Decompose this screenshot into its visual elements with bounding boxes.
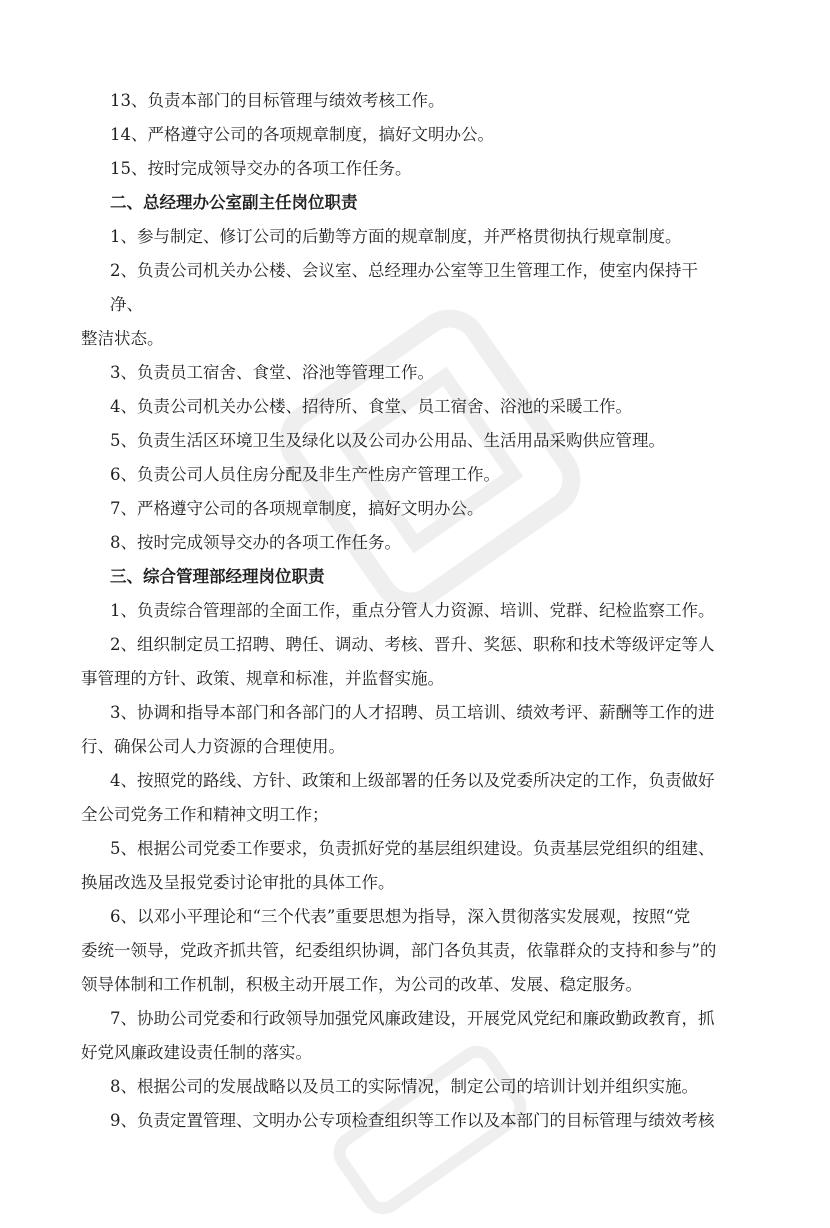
list-item: 4、负责公司机关办公楼、招待所、食堂、员工宿舍、浴池的采暖工作。	[110, 397, 632, 416]
list-item: 8、根据公司的发展战略以及员工的实际情况，制定公司的培训计划并组织实施。	[110, 1077, 698, 1096]
list-item: 7、严格遵守公司的各项规章制度，搞好文明办公。	[110, 499, 484, 518]
list-item: 5、根据公司党委工作要求，负责抓好党的基层组织建设。负责基层党组织的组建、 换届改选及呈报党委讨论审批的具体工作。	[81, 839, 715, 892]
list-item: 15、按时完成领导交办的各项工作任务。	[110, 159, 412, 178]
list-item: 7、协助公司党委和行政领导加强党风廉政建设，开展党风党纪和廉政勤政教育，抓 好党风廉政建设责任制的落实。	[81, 1009, 715, 1062]
list-item: 6、负责公司人员住房分配及非生产性房产管理工作。	[110, 465, 500, 484]
list-item: 4、按照党的路线、方针、政策和上级部署的任务以及党委所决定的工作，负责做好 全公司党务工作和精神文明工作；	[81, 771, 715, 824]
list-item: 1、参与制定、修订公司的后勤等方面的规章制度，并严格贯彻执行规章制度。	[110, 227, 682, 246]
list-item: 13、负责本部门的目标管理与绩效考核工作。	[110, 91, 445, 110]
list-item: 8、按时完成领导交办的各项工作任务。	[110, 533, 401, 552]
section-heading: 三、综合管理部经理岗位职责	[110, 567, 325, 586]
list-item: 3、负责员工宿舍、食堂、浴池等管理工作。	[110, 363, 434, 382]
list-item: 2、负责公司机关办公楼、会议室、总经理办公室等卫生管理工作，使室内保持干净、 整洁状态。	[81, 261, 698, 348]
list-item: 3、协调和指导本部门和各部门的人才招聘、员工培训、绩效考评、薪酬等工作的进 行、确保公司人力资源的合理使用。	[81, 703, 715, 756]
document-body	[81, 84, 730, 1138]
section-heading: 二、总经理办公室副主任岗位职责	[110, 193, 358, 212]
list-item: 2、组织制定员工招聘、聘任、调动、考核、晋升、奖惩、职称和技术等级评定等人 事管理的方针、政策、规章和标准，并监督实施。	[81, 635, 715, 688]
list-item: 1、负责综合管理部的全面工作，重点分管人力资源、培训、党群、纪检监察工作。	[110, 601, 715, 620]
list-item: 9、负责定置管理、文明办公专项检查组织等工作以及本部门的目标管理与绩效考核	[110, 1111, 715, 1130]
list-item: 14、严格遵守公司的各项规章制度，搞好文明办公。	[110, 125, 494, 144]
list-item: 5、负责生活区环境卫生及绿化以及公司办公用品、生活用品采购供应管理。	[110, 431, 665, 450]
list-item: 6、以邓小平理论和“三个代表”重要思想为指导，深入贯彻落实发展观，按照“党 委统一领导，党政齐抓共管，纪委组织协调，部门各负其责，依靠群众的支持和参与”的 领导体制和工作机制，积极主动开展工作，为公司的改革、发展、稳定服务。	[81, 907, 717, 994]
